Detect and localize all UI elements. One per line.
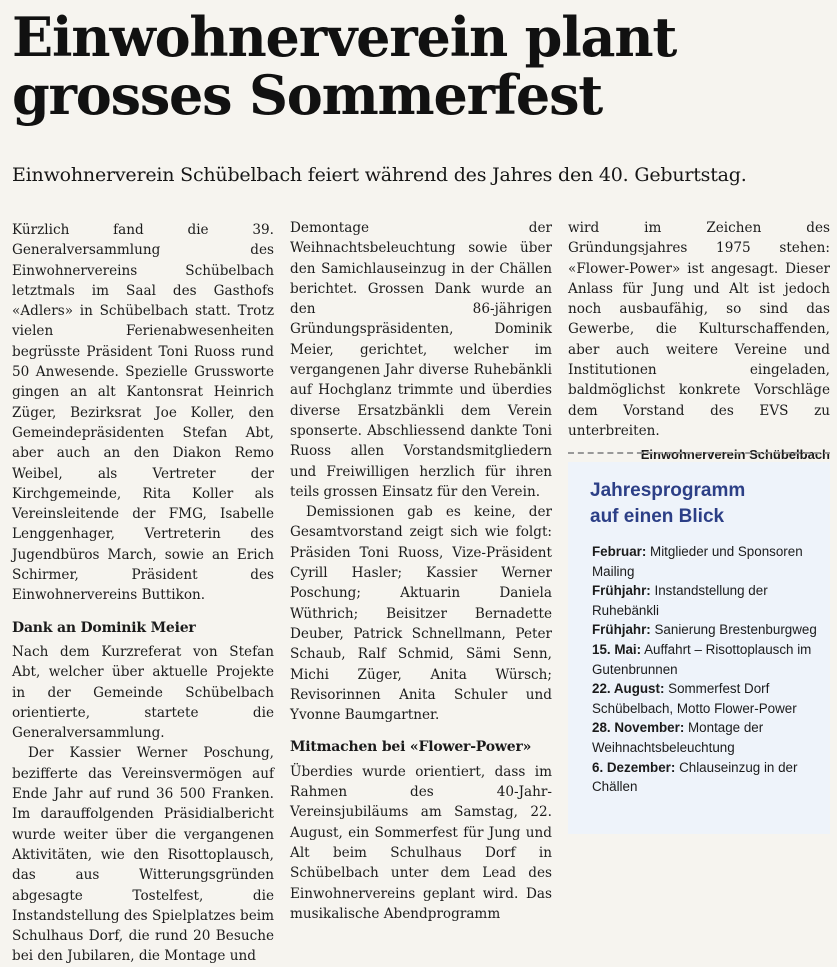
event-description: Mitglieder und Sponsoren Mailing <box>592 544 803 579</box>
list-item <box>592 620 828 640</box>
headline <box>12 5 827 127</box>
event-date: 15. Mai: <box>592 641 642 657</box>
event-description: Sanierung Brestenburgweg <box>650 622 817 638</box>
article-column-3 <box>568 218 830 466</box>
event-description: Chlauseinzug in der Chällen <box>592 759 798 795</box>
article-column-1 <box>12 220 274 967</box>
author-signature: Einwohnerverein Schübelbach <box>640 447 830 463</box>
subheading: Mitmachen bei «Flower-Power» <box>290 739 532 756</box>
paragraph: Überdies wurde orientiert, dass im Rahmen des 40-Jahr-Vereinsjubiläums am Samstag, 22. August, ein Sommerfest für Jung und Alt beim Schulhaus Dorf in Schübelbach unter dem Lead des Einwohnervereins geplant wird. Das musikalische Abendprogramm <box>290 763 552 922</box>
event-date: 28. November: <box>592 720 685 736</box>
paragraph: Kürzlich fand die 39. Generalversammlung des Einwohnervereins Schübelbach letztmals im Saal des Gasthofs «Adlers» in Schübelbach statt. Trotz vielen Ferienabwesenheiten begrüsste Präsident Toni Ruoss rund 50 Anwesende. Spezielle Grussworte gingen an alt Kantonsrat Heinrich Züger, Bezirksrat Joe Koller, den Gemeindepräsidenten Stefan Abt, aber auch an den Diakon Remo Weibel, als Vertreter der Kirchgemeinde, Rita Koller als Vereinsleitende der FMG, Isabelle Lenggenhager, Vertreterin des Jugendbüros March, sowie an Erich Schirmer, Präsident des Einwohnervereins Buttikon. <box>12 222 274 604</box>
sidebar-title: Jahresprogramm auf einen Blick <box>590 480 746 527</box>
list-item <box>592 758 828 797</box>
event-date: 6. Dezember: <box>592 759 676 775</box>
list-item <box>592 542 828 581</box>
subheading: Dank an Dominik Meier <box>12 619 196 636</box>
list-item <box>592 640 828 679</box>
subtitle: Einwohnerverein Schübelbach feiert während des Jahres den 40. Geburtstag. <box>12 164 747 186</box>
event-description: Montage der Weihnachtsbeleuchtung <box>592 720 764 755</box>
article-column-2 <box>290 218 552 924</box>
paragraph: Demissionen gab es keine, der Gesamtvorstand zeigt sich wie folgt: Präsiden Toni Ruoss, Vize-Präsident Cyrill Hasler; Kassier Werner Poschung; Aktuarin Daniela Wüthrich; Beisitzer Bernadette Deuber, Patrick Schnellmann, Peter Schaub, Ralf Schmid, Sämi Senn, Michi Züger, Anita Würsch; Revisorinnen Anita Schuler und Yvonne Baumgartner. <box>290 504 552 724</box>
divider <box>568 452 830 454</box>
event-date: Frühjahr: <box>592 622 651 638</box>
paragraph: wird im Zeichen des Gründungsjahres 1975 stehen: «Flower-Power» ist angesagt. Dieser Anlass für Jung und Alt ist jedoch noch ausbaufähig, so sind das Gewerbe, die Kulturschaffenden, aber auch weitere Vereine und Institutionen eingeladen, baldmöglichst konkrete Vorschläge dem Vorstand des EVS zu unterbreiten. <box>568 220 830 439</box>
event-description: Instandstellung der Ruhebänkli <box>592 583 768 618</box>
event-date: Februar: <box>592 544 647 559</box>
event-date: Frühjahr: <box>592 583 651 599</box>
list-item <box>592 581 828 620</box>
paragraph: Nach dem Kurzreferat von Stefan Abt, welcher über aktuelle Projekte in der Gemeinde Schübelbach orientierte, startete die Generalversammlung. <box>12 643 274 742</box>
list-item <box>592 679 828 718</box>
event-description: Sommerfest Dorf Schübelbach, Motto Flower-Power <box>592 681 797 716</box>
list-item <box>592 718 828 757</box>
event-description: Auffahrt – Risottoplausch im Gutenbrunnen <box>592 641 812 677</box>
event-date: 22. August: <box>592 681 665 697</box>
headline-line-1: Einwohnerverein plant <box>12 5 677 69</box>
paragraph: Demontage der Weihnachtsbeleuchtung sowie über den Samichlauseinzug in der Chällen berichtet. Grossen Dank wurde an den 86-jährigen Gründungspräsidenten, Dominik Meier, gerichtet, welcher im vergangenen Jahr diverse Ruhebänkli auf Hochglanz trimmte und überdies diverse Ersatzbänkli dem Verein sponserte. Abschliessend dankte Toni Ruoss allen Vorstandsmitgliedern und Freiwilligen herzlich für ihren teils grossen Einsatz für den Verein. <box>290 220 552 500</box>
sidebar-box <box>568 462 830 834</box>
paragraph: Der Kassier Werner Poschung, bezifferte das Vereinsvermögen auf Ende Jahr auf rund 36 500 Franken. Im darauffolgenden Präsidialbericht wurde weiter über die vergangenen Aktivitäten, wie den Risottoplausch, das aus Witterungsgründen abgesagte Tostelfest, die Instandstellung des Spielplatzes beim Schulhaus Dorf, die rund 20 Besuche bei den Jubilaren, die Montage und <box>12 745 274 965</box>
event-list <box>592 542 828 797</box>
headline-line-2: grosses Sommerfest <box>12 63 603 127</box>
